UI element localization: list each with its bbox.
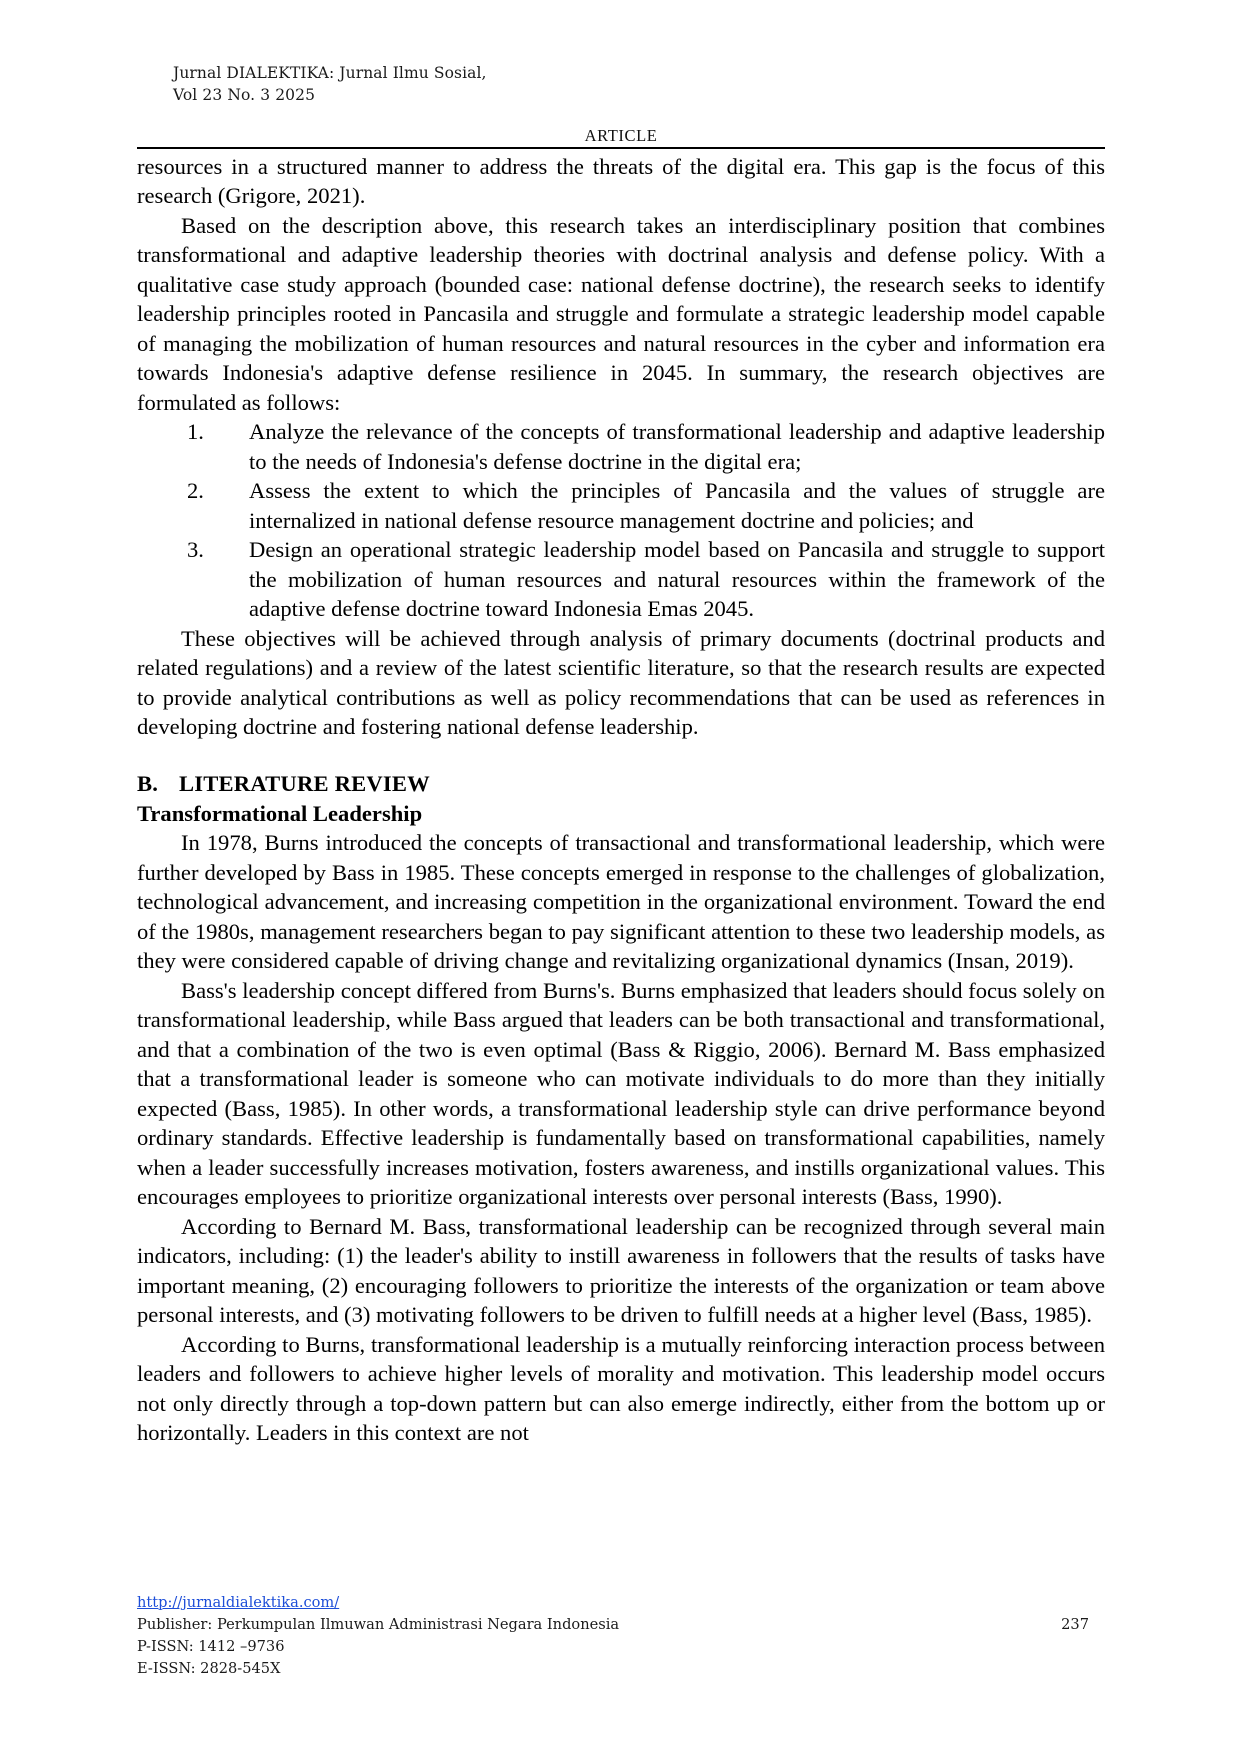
list-item <box>137 535 1105 623</box>
header-rule-divider <box>137 147 1105 149</box>
list-item-text: Assess the extent to which the principles of Pancasila and the values of struggle are internalized in national defense resource management doctrine and policies; and <box>249 478 1105 533</box>
publisher-line: Publisher: Perkumpulan Ilmuwan Administrasi Negara Indonesia <box>137 1615 620 1633</box>
list-item <box>137 476 1105 535</box>
p-issn-line: P-ISSN: 1412 –9736 <box>137 1637 285 1655</box>
heading-spacer <box>137 742 1105 769</box>
paragraph-research-position: Based on the description above, this research takes an interdisciplinary position that combines transformational and adaptive leadership theories with doctrinal analysis and defense policy. With a qualitative case study approach (bounded case: national defense doctrine), the research seeks to identify leadership principles rooted in Pancasila and struggle and formulate a strategic leadership model capable of managing the mobilization of human resources and natural resources in the cyber and information era towards Indonesia's adaptive defense resilience in 2045. In summary, the research objectives are formulated as follows: <box>137 212 1105 415</box>
list-item-number: 1. <box>187 419 204 445</box>
paragraph-bass-concept: Bass's leadership concept differed from Burns's. Burns emphasized that leaders should focus solely on transformational leadership, while Bass argued that leaders can be both transactional and transformational, and that a combination of the two is even optimal (Bass & Riggio, 2006). Bernard M. Bass emphasized that a transformational leader is someone who can motivate individuals to do more than they initially expected (Bass, 1985). In other words, a transformational leadership style can drive performance beyond ordinary standards. Effective leadership is fundamentally based on transformational capabilities, namely when a leader successfully increases motivation, fosters awareness, and instills organizational values. This encourages employees to prioritize organizational interests over personal interests (Bass, 1990). <box>137 977 1105 1210</box>
section-title: LITERATURE REVIEW <box>179 770 430 796</box>
section-letter: B. <box>137 770 159 796</box>
page-number: 237 <box>1061 1615 1089 1633</box>
footer-publisher-row <box>137 1614 1105 1636</box>
article-label: ARTICLE <box>584 126 658 145</box>
e-issn-line: E-ISSN: 2828-545X <box>137 1659 281 1677</box>
list-item-number: 3. <box>187 537 204 563</box>
research-objectives-list <box>137 417 1105 623</box>
list-item <box>137 417 1105 476</box>
running-head <box>173 62 487 107</box>
list-item-number: 2. <box>187 478 204 504</box>
paragraph-continuation: resources in a structured manner to address the threats of the digital era. This gap is the focus of this research (Grigore, 2021). <box>137 154 1105 209</box>
sub-heading-transformational-leadership: Transformational Leadership <box>137 800 423 826</box>
journal-volume-line: Vol 23 No. 3 2025 <box>173 86 316 105</box>
article-body <box>137 152 1105 1447</box>
list-item-text: Design an operational strategic leadership model based on Pancasila and struggle to support the mobilization of human resources and natural resources within the framework of the adaptive defense doctrine toward Indonesia Emas 2045. <box>249 537 1105 622</box>
journal-title-line: Jurnal DIALEKTIKA: Jurnal Ilmu Sosial, <box>173 64 487 82</box>
paragraph-burns-1978: In 1978, Burns introduced the concepts of transactional and transformational leadership, which were further developed by Bass in 1985. These concepts emerged in response to the challenges of globalization, technological advancement, and increasing competition in the organizational environment. Toward the end of the 1980s, management researchers began to pay significant attention to these two leadership models, as they were considered capable of driving change and revitalizing organizational dynamics (Insan, 2019). <box>137 830 1105 974</box>
paragraph-burns-interaction: According to Burns, transformational leadership is a mutually reinforcing interaction process between leaders and followers to achieve higher levels of morality and motivation. This leadership model occurs not only directly through a top-down pattern but can also emerge indirectly, either from the bottom up or horizontally. Leaders in this context are not <box>137 1331 1105 1445</box>
paragraph-objectives-outcome: These objectives will be achieved through analysis of primary documents (doctrinal products and related regulations) and a review of the latest scientific literature, so that the research results are expected to provide analytical contributions as well as policy recommendations that can be used as references in developing doctrine and fostering national defense leadership. <box>137 625 1105 740</box>
journal-url-link[interactable]: http://jurnaldialektika.com/ <box>137 1594 340 1611</box>
section-heading-literature-review <box>137 769 1105 799</box>
footer-url-line <box>137 1592 1105 1614</box>
paragraph-bass-indicators: According to Bernard M. Bass, transformational leadership can be recognized through several main indicators, including: (1) the leader's ability to instill awareness in followers that the results of tasks have important meaning, (2) encouraging followers to prioritize the interests of the organization or team above personal interests, and (3) motivating followers to be driven to fulfill needs at a higher level (Bass, 1985). <box>137 1213 1105 1328</box>
page-footer <box>137 1592 1105 1680</box>
list-item-text: Analyze the relevance of the concepts of transformational leadership and adaptive leadership to the needs of Indonesia's defense doctrine in the digital era; <box>249 419 1105 474</box>
